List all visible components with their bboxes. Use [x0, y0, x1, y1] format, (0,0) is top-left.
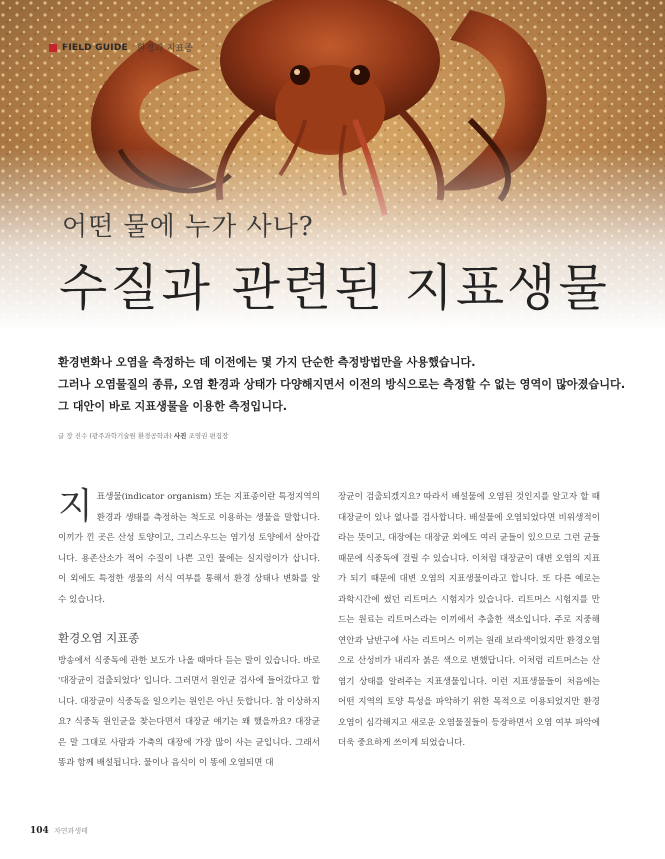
byline-photographer: 조영권 편집장 — [188, 432, 229, 440]
body-column-left — [58, 487, 320, 774]
lead-line: 그러나 오염물질의 종류, 오염 환경과 상태가 다양해지면서 이전의 방식으로는 측정할 수 없는 영역이 많아졌습니다. — [58, 378, 626, 391]
lead-line: 그 대안이 바로 지표생물을 이용한 측정입니다. — [58, 400, 288, 413]
section-tag — [49, 41, 193, 54]
page-footer — [30, 826, 88, 836]
article-title: 수질과 관련된 지표생물 — [59, 259, 610, 317]
article-lead — [58, 352, 626, 418]
body-paragraph: 방송에서 식중독에 관한 보도가 나올 때마다 듣는 말이 있습니다. 바로 '대장균이 검출되었다' 입니다. 그러면서 원인균 검사에 들어갔다고 합니다. 대장균이 식중독을 일으키는 원인은 아닌 듯합니다. 참 이상하지요? 식중독 원인균을 찾는다면서 대장균 얘기는 왜 했을까요? 대장균은 말 그대로 사람과 가축의 대장에 가장 많이 사는 균입니다. 그래서 똥과 함께 배설됩니다. 물이나 음식이 이 똥에 오염되면 대 — [58, 655, 320, 768]
section-sublabel: 환경과 지표종 — [136, 44, 194, 54]
byline-prefix: 글 — [58, 432, 65, 440]
page-number: 104 — [30, 826, 49, 836]
section-marker-icon — [49, 44, 57, 52]
magazine-name: 자연과생태 — [54, 827, 88, 835]
byline — [58, 431, 228, 440]
lead-line: 환경변화나 오염을 측정하는 데 이전에는 몇 가지 단순한 측정방법만을 사용했습니다. — [58, 356, 476, 369]
section-heading: 환경오염 지표종 — [58, 631, 140, 645]
body-column-right — [338, 487, 600, 754]
article-subtitle: 어떤 물에 누가 사나? — [62, 212, 314, 242]
drop-cap: 지 — [58, 486, 93, 527]
intro-paragraph — [58, 487, 320, 610]
byline-photo-label: 사진 — [173, 432, 187, 440]
section-label: FIELD GUIDE — [62, 42, 128, 53]
intro-text: 표생물(indicator organism) 또는 지표종이란 특정지역의 환경과 생태를 측정하는 척도로 이용하는 생물을 말합니다. 이끼가 낀 곳은 산성 토양이고, 그리스우드는 염기성 토양에서 살아갑니다. 용존산소가 적어 수질이 나쁜 고인 물에는 실지렁이가 삽니다. 이 외에도 특정한 생물의 서식 여부를 통해서 환경 상태나 변화를 알 수 있습니다. — [58, 492, 320, 605]
byline-author: 장 진수 (광주과학기술원 환경공학과) — [66, 432, 172, 440]
body-paragraph: 장균이 검출되겠지요? 따라서 배설물에 오염된 것인지를 알고자 할 때 대장균이 있나 없나를 검사합니다. 배설물에 오염되었다면 비위생적이라는 뜻이고, 대장에는 대장균 외에도 여러 균들이 있으므로 그런 균들 때문에 식중독에 걸릴 수 있습니다. 이처럼 대장균이 대변 오염의 지표가 되기 때문에 대변 오염의 지표생물이라고 합니다. 또 다른 예로는 과학시간에 썼던 리트머스 시험지가 있습니다. 리트머스 시험지를 만드는 원료는 리트머스라는 이끼에서 추출한 색소입니다. 주로 지중해 연안과 남반구에 사는 리트머스 이끼는 원래 보라색이었지만 환경오염으로 산성비가 내리자 붉은 색으로 변했답니다. 이처럼 리트머스는 산 염기 상태를 알려주는 지표생물입니다. 이런 지표생물들이 처음에는 어떤 지역의 토양 특성을 파악하기 위한 목적으로 이용되었지만 환경오염이 심각해지고 새로운 오염물질들이 등장하면서 오염 여부 파악에 더욱 중요하게 쓰이게 되었습니다. — [338, 492, 600, 748]
